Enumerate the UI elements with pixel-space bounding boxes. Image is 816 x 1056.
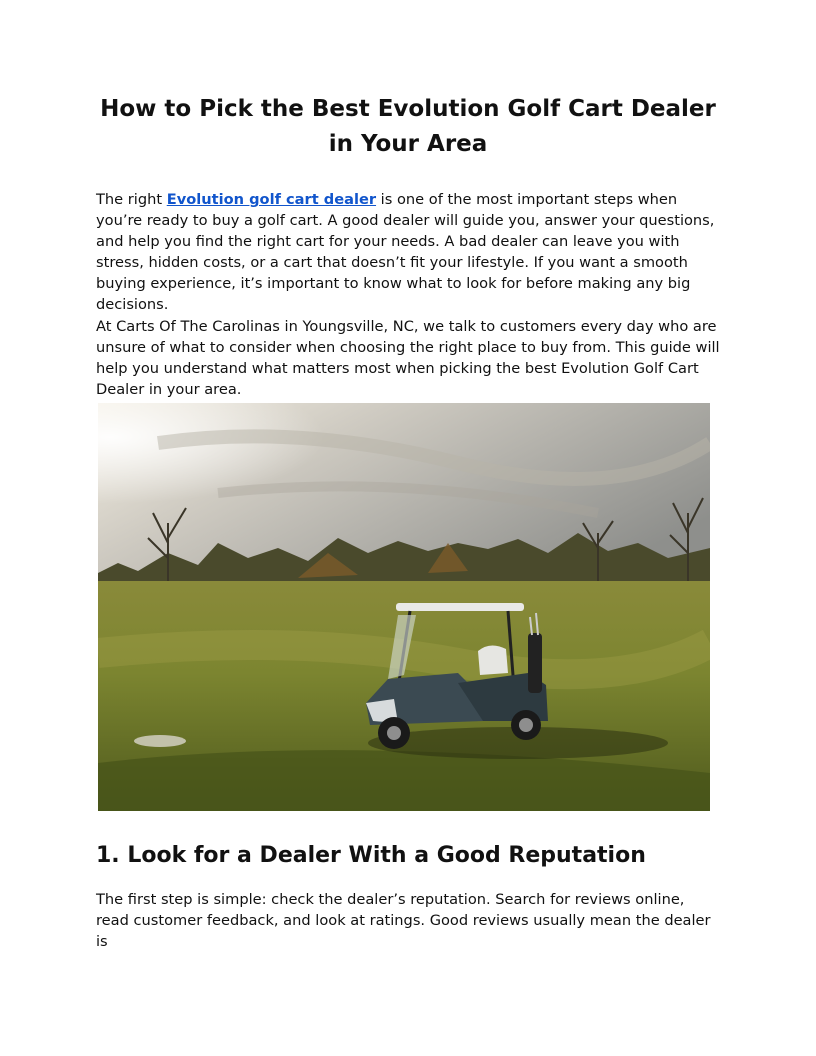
section-paragraph-reputation: The first step is simple: check the dealer’s reputation. Search for reviews online, read customer feedback, and look at ratings. Good reviews usually mean the dealer is	[96, 891, 711, 950]
golf-cart-photo	[98, 403, 710, 811]
intro-text-after: is one of the most important steps when you’re ready to buy a golf cart. A good dealer will guide you, answer your questions, and help you find the right cart for your needs. A bad dealer can leave you with stress, hidden costs, or a cart that doesn’t fit your lifestyle. If you want a smooth buying experience, it’s important to know what to look for before making any big decisions.	[96, 191, 715, 313]
body-paragraph-2: At Carts Of The Carolinas in Youngsville, NC, we talk to customers every day who are unsure of what to consider when choosing the right place to buy from. This guide will help you understand what matters most when picking the best Evolution Golf Cart Dealer in your area.	[96, 318, 720, 398]
evolution-dealer-link[interactable]: Evolution golf cart dealer	[166, 191, 377, 208]
intro-text-before: The right	[96, 191, 167, 208]
section-heading-reputation: 1. Look for a Dealer With a Good Reputation	[96, 843, 646, 868]
intro-paragraph	[96, 189, 720, 315]
page-title: How to Pick the Best Evolution Golf Cart Dealer in Your Area	[100, 96, 716, 157]
